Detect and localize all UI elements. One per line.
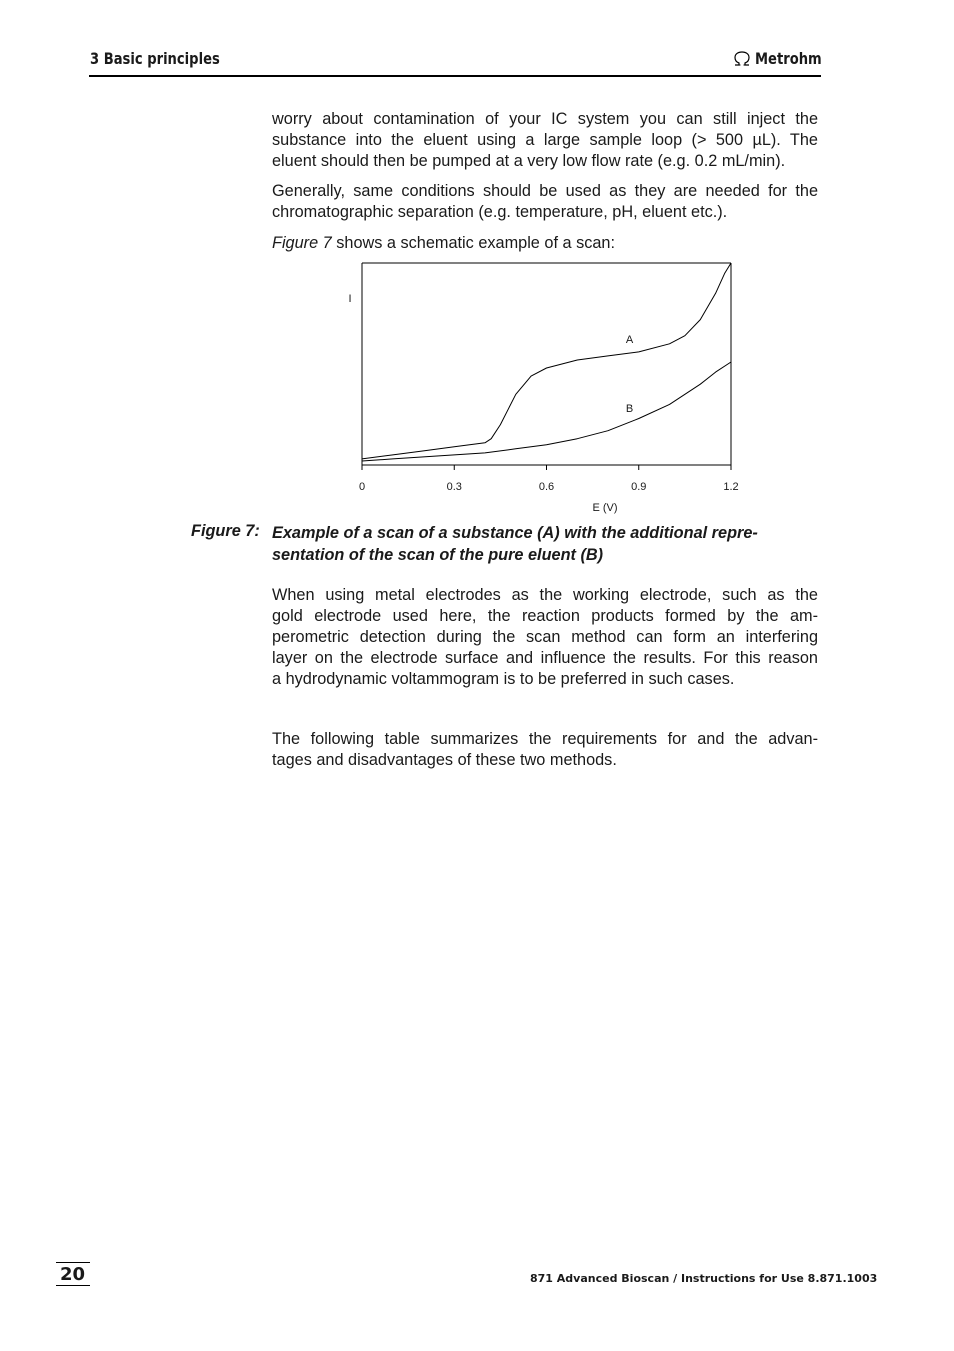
logo-text: Metrohm bbox=[755, 49, 822, 68]
text-line: Generally, same conditions should be used as they are needed for the bbox=[272, 182, 818, 200]
x-tick-label: 1.2 bbox=[723, 481, 739, 493]
text-line: The following table summarizes the requirements for and the advan- bbox=[272, 730, 818, 748]
header-rule bbox=[89, 75, 821, 77]
paragraph-5 bbox=[272, 729, 818, 771]
figure-reference: Figure 7 bbox=[272, 234, 332, 252]
x-tick-label: 0 bbox=[358, 481, 366, 493]
paragraph-1 bbox=[272, 109, 818, 172]
y-axis-label: I bbox=[348, 293, 352, 305]
text-line: When using metal electrodes as the working electrode, such as the bbox=[272, 586, 818, 604]
series-B-line bbox=[362, 362, 731, 461]
text-line: chromatographic separation (e.g. temperature, pH, eluent etc.). bbox=[272, 203, 728, 221]
paragraph-4 bbox=[272, 585, 818, 690]
caption-line: Example of a scan of a substance (A) with the additional repre- bbox=[272, 524, 758, 542]
text-line: eluent should then be pumped at a very low flow rate (e.g. 0.2 mL/min). bbox=[272, 152, 786, 170]
x-axis-label: E (V) bbox=[592, 502, 618, 514]
figure-caption bbox=[272, 522, 832, 566]
omega-icon bbox=[732, 51, 752, 67]
x-tick-label: 0.9 bbox=[631, 481, 647, 493]
series-A-line bbox=[362, 263, 731, 459]
paragraph-3 bbox=[272, 233, 818, 254]
text-line: tages and disadvantages of these two methods. bbox=[272, 751, 617, 769]
metrohm-logo bbox=[732, 49, 836, 68]
series-label-A: A bbox=[625, 334, 634, 347]
page-number: 20 bbox=[56, 1262, 90, 1286]
text-line: layer on the electrode surface and influence the results. For this reason bbox=[272, 649, 818, 667]
paragraph-2 bbox=[272, 181, 818, 223]
series-label-B: B bbox=[625, 403, 634, 416]
text-line: gold electrode used here, the reaction products formed by the am- bbox=[272, 607, 818, 625]
text-line: a hydrodynamic voltammogram is to be preferred in such cases. bbox=[272, 670, 735, 688]
caption-line: sentation of the scan of the pure eluent (B) bbox=[272, 546, 604, 564]
footer-doc-title: 871 Advanced Bioscan / Instructions for Use 8.871.1003 bbox=[530, 1272, 878, 1285]
text-segment: shows a schematic example of a scan: bbox=[331, 234, 615, 252]
x-tick-label: 0.3 bbox=[446, 481, 462, 493]
text-line: perometric detection during the scan method can form an interfering bbox=[272, 628, 818, 646]
text-line: worry about contamination of your IC system you can still inject the bbox=[272, 110, 818, 128]
x-tick-label: 0.6 bbox=[538, 481, 555, 493]
chapter-title: 3 Basic principles bbox=[90, 49, 220, 68]
scan-chart bbox=[300, 255, 770, 525]
figure-caption-label: Figure 7: bbox=[191, 522, 260, 540]
text-line: substance into the eluent using a large sample loop (> 500 µL). The bbox=[272, 131, 818, 149]
